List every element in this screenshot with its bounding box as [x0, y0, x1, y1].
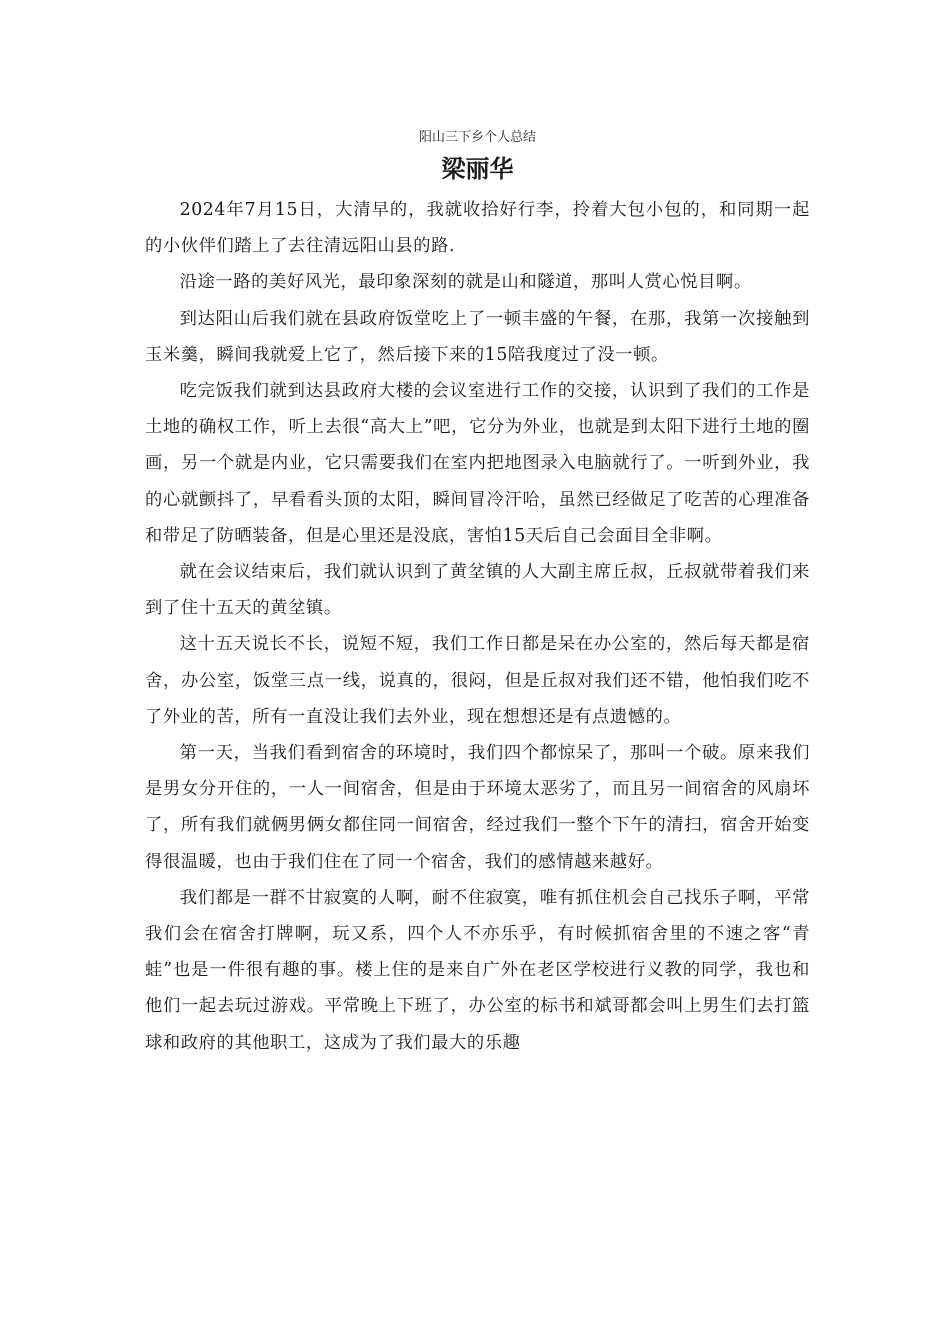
paragraph-3: 到达阳山后我们就在县政府饭堂吃上了一顿丰盛的午餐，在那，我第一次接触到玉米羹，瞬间我就爱上它了，然后接下来的15陪我度过了没一顿。: [145, 308, 810, 365]
paragraph-6: 这十五天说长不长，说短不短，我们工作日都是呆在办公室的，然后每天都是宿舍，办公室，饭堂三点一线，说真的，很闷，但是丘叔对我们还不错，他怕我们吃不了外业的苦，所有一直没让我们去外业，现在想想还是有点遗憾的。: [145, 634, 810, 727]
paragraph-2: 沿途一路的美好风光，最印象深刻的就是山和隧道，那叫人赏心悦目啊。: [179, 272, 752, 293]
paragraph-4: 吃完饭我们就到达县政府大楼的会议室进行工作的交接，认识到了我们的工作是土地的确权工作，听上去很“高大上”吧，它分为外业，也就是到太阳下进行土地的圈画，另一个就是内业，它只需要我们在室内把地图录入电脑就行了。一听到外业，我的心就颤抖了，早看看头顶的太阳，瞬间冒冷汗哈，虽然已经做足了吃苦的心理准备和带足了防晒装备，但是心里还是没底，害怕15天后自己会面目全非啊。: [145, 381, 810, 546]
paragraph-1: 2024年7月15日，大清早的，我就收拾好行李，拎着大包小包的，和同期一起的小伙伴们踏上了去往清远阳山县的路.: [145, 200, 810, 257]
document-title: 梁丽华: [441, 155, 514, 183]
document-page: [145, 124, 810, 1061]
document-header: 阳山三下乡个人总结: [418, 130, 536, 145]
paragraph-8: 我们都是一群不甘寂寞的人啊，耐不住寂寞，唯有抓住机会自己找乐子啊，平常我们会在宿舍打牌啊，玩又系，四个人不亦乐乎，有时候抓宿舍里的不速之客“青蛙”也是一件很有趣的事。楼上住的是来自广外在老区学校进行义教的同学，我也和他们一起去玩过游戏。平常晚上下班了，办公室的标书和斌哥都会叫上男生们去打篮球和政府的其他职工，这成为了我们最大的乐趣: [145, 887, 810, 1053]
paragraph-5: 就在会议结束后，我们就认识到了黄坌镇的人大副主席丘叔，丘叔就带着我们来到了住十五天的黄坌镇。: [145, 562, 810, 619]
paragraph-7: 第一天，当我们看到宿舍的环境时，我们四个都惊呆了，那叫一个破。原来我们是男女分开住的，一人一间宿舍，但是由于环境太恶劣了，而且另一间宿舍的风扇坏了，所有我们就俩男俩女都住同一间宿舍，经过我们一整个下午的清扫，宿舍开始变得很温暖，也由于我们住在了同一个宿舍，我们的感情越来越好。: [145, 743, 810, 872]
